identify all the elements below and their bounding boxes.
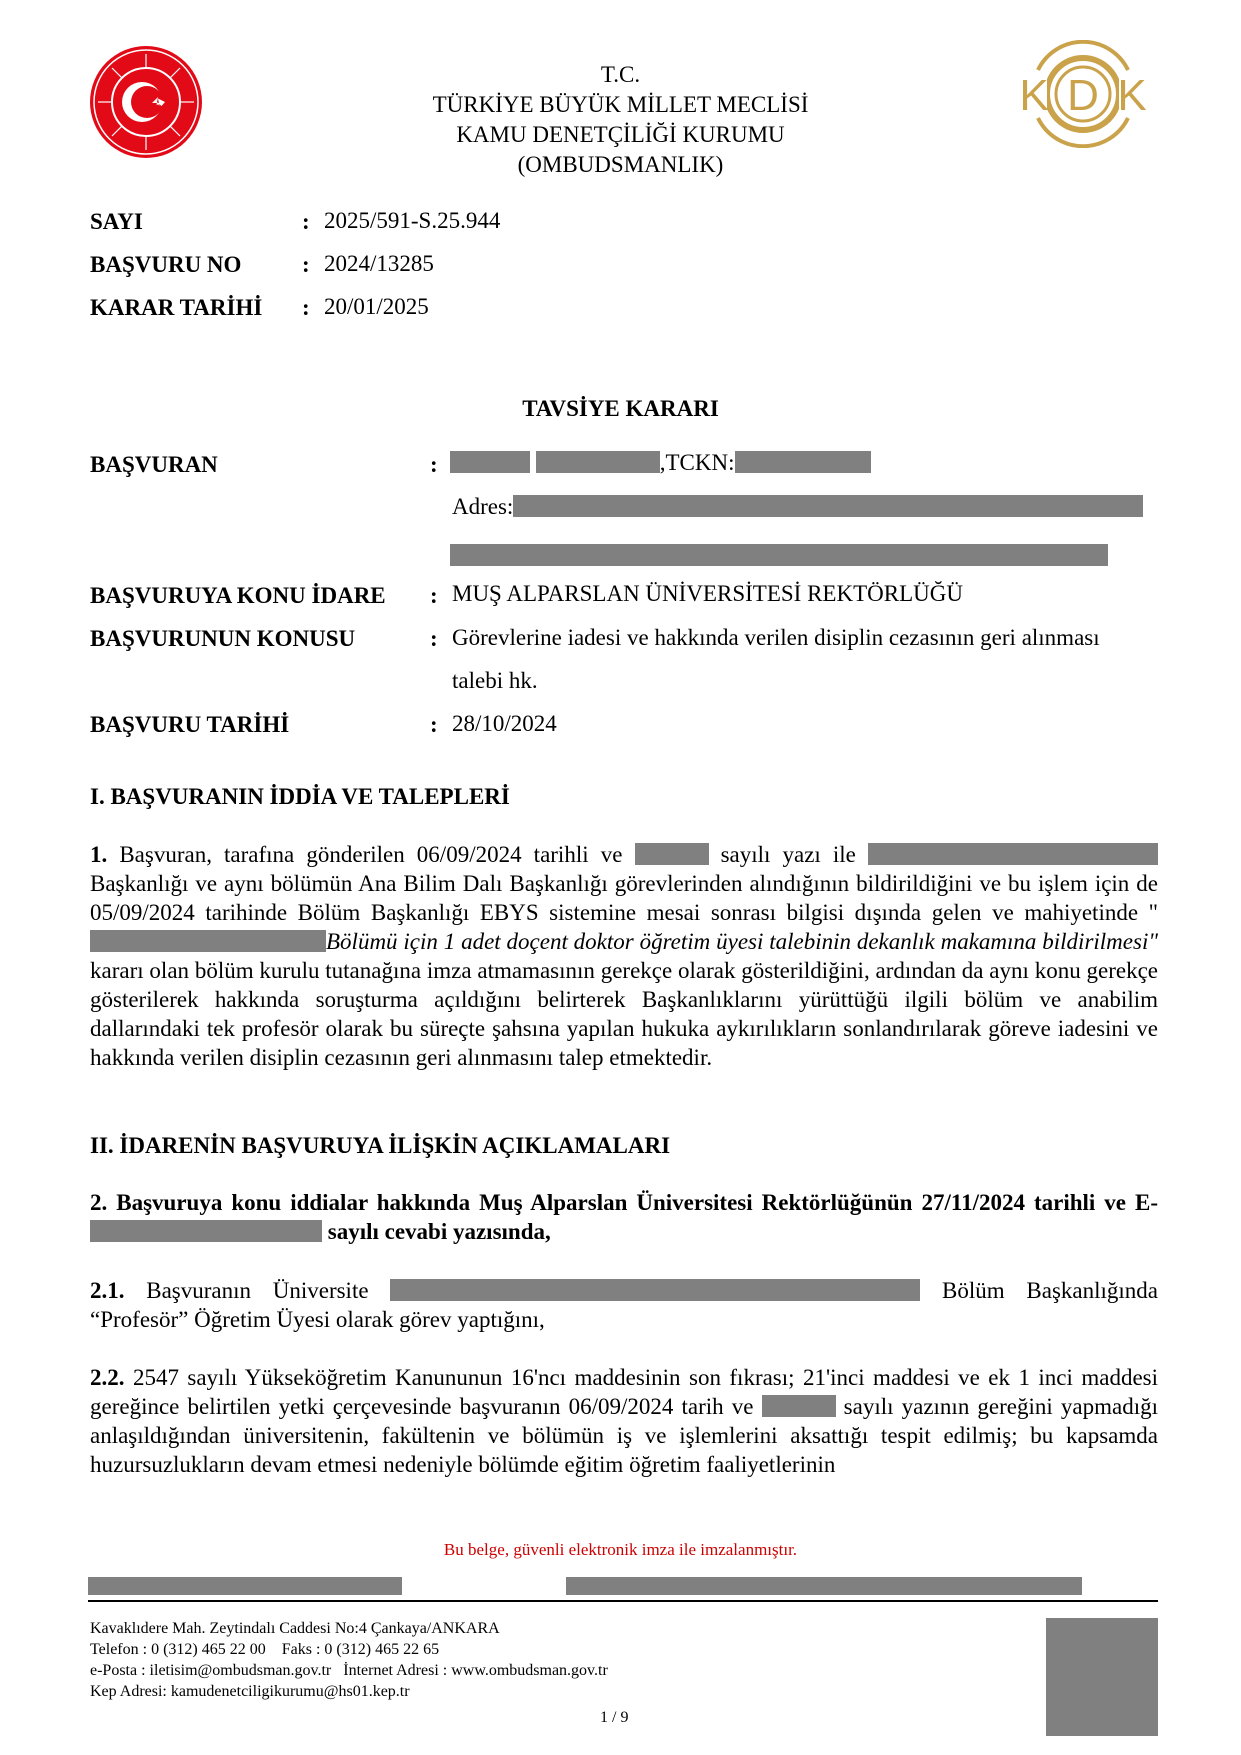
redacted-department [868,843,1158,865]
footer-divider [88,1600,1158,1602]
idare-colon: : [430,583,438,608]
kdk-logo-k-left: K [1019,71,1049,120]
redacted-doc-number-2 [762,1395,836,1417]
basvuru-tarihi-colon: : [430,712,438,737]
p22-number: 2.2. [90,1365,125,1390]
karar-tarihi-label: KARAR TARİHİ [90,295,263,320]
idare-label: BAŞVURUYA KONU İDARE [90,583,386,608]
basvuru-no-label: BAŞVURU NO [90,252,242,277]
p2-text-b: sayılı cevabi yazısında, [322,1219,551,1244]
p1-text-a: Başvuran, tarafına gönderilen 06/09/2024 tarihli ve [107,842,635,867]
basvuru-no-colon: : [302,252,310,277]
basvuru-no-value: 2024/13285 [324,251,434,276]
p1-text-b: sayılı yazı ile [708,842,868,867]
basvuran-colon: : [430,452,438,477]
redacted-faculty-department [390,1279,920,1301]
kdk-logo-k-right: K [1117,71,1147,120]
footer-email-web: e-Posta : iletisim@ombudsman.gov.tr İnternet Adresi : www.ombudsman.gov.tr [90,1662,608,1679]
p21-number: 2.1. [90,1278,125,1303]
p1-number: 1. [90,842,108,867]
basvuran-value [450,450,871,476]
konu-value-line2: talebi hk. [452,668,538,693]
sayi-label: SAYI [90,209,143,234]
basvuran-label: BAŞVURAN [90,452,218,477]
p22-text-a: 2547 sayılı Yükseköğretim Kanununun 16'ncı maddesinin son fıkrası; 21'inci maddesi ve ek 1 inci maddesi gereğince belirtilen yetki çerçevesinde başvuranın 06/09/2024 tarih ve [90,1365,1158,1419]
basvuru-tarihi-label: BAŞVURU TARİHİ [90,712,290,737]
section1-title: I. BAŞVURANIN İDDİA VE TALEPLERİ [90,784,510,809]
redacted-last-name [536,451,660,473]
paragraph-1 [90,840,1158,1072]
redacted-e-number [90,1220,322,1242]
redacted-tckn [735,451,871,473]
header-tc: T.C. [600,62,641,87]
p1-text-italic: Bölümü için 1 adet doçent doktor öğretim üyesi talebinin dekanlık makamına bildirilmesi" [326,929,1158,954]
kdk-logo-d: D [1067,71,1099,120]
konu-value-line1: Görevlerine iadesi ve hakkında verilen disiplin cezasının geri alınması [452,625,1100,650]
esign-note: Bu belge, güvenli elektronik imza ile imzalanmıştır. [443,1540,798,1559]
paragraph-2-1 [90,1276,1158,1334]
footer-phone: Telefon : 0 (312) 465 22 00 Faks : 0 (312) 465 22 65 [90,1641,440,1658]
p22-text-b: sayılı yazının gereğini yapmadığı anlaşıldığından üniversitenin, fakültenin ve bölümün iş ve işlemlerini aksattığı tespit edilmiş; bu kapsamda huzursuzlukların devam etmesi nedeniyle bölümde eğitim öğretim faaliyetlerinin [90,1394,1158,1477]
p21-text-b: Bölüm Başkanlığında “Profesör” Öğretim Üyesi olarak görev yaptığını, [90,1278,1158,1332]
adres-row [452,494,1143,520]
redacted-doc-number [635,843,709,865]
header-ombudsmanlik: (OMBUDSMANLIK) [517,152,724,177]
page-number: 1 / 9 [600,1709,629,1726]
idare-value: MUŞ ALPARSLAN ÜNİVERSİTESİ REKTÖRLÜĞÜ [452,581,963,606]
redacted-address-line2 [450,544,1108,566]
section2-title: II. İDARENİN BAŞVURUYA İLİŞKİN AÇIKLAMALARI [90,1133,671,1158]
paragraph-2 [90,1188,1158,1246]
redacted-address-line1 [513,495,1143,517]
tckn-label: ,TCKN: [659,450,735,475]
header-kdk: KAMU DENETÇİLİĞİ KURUMU [456,122,785,147]
redacted-signature-1 [88,1577,402,1595]
karar-tarihi-colon: : [302,295,310,320]
p2-text-a: 2. Başvuruya konu iddialar hakkında Muş Alparslan Üniversitesi Rektörlüğünün 27/11/2024 tarihli ve E- [90,1190,1158,1215]
p21-text-a: Başvuranın Üniversite [124,1278,391,1303]
sayi-colon: : [302,209,310,234]
sayi-value: 2025/591-S.25.944 [324,208,501,233]
karar-tarihi-value: 20/01/2025 [324,294,429,319]
konu-colon: : [430,626,438,651]
adres-label: Adres: [452,494,514,519]
konu-label: BAŞVURUNUN KONUSU [90,626,356,651]
p1-text-c: Başkanlığı ve aynı bölümün Ana Bilim Dalı Başkanlığı görevlerinden alındığının bildirildiğini ve bu işlem için de 05/09/2024 tarihinde Bölüm Başkanlığı EBYS sistemine mesai sonrası bilgisi dışında gelen ve mahiyetinde " [90,871,1158,925]
redacted-department-2 [90,930,326,952]
redacted-signature-2 [566,1577,1082,1595]
p1-text-e: kararı olan bölüm kurulu tutanağına imza atmamasının gerekçe olarak gösterildiğini, ardından da aynı konu gerekçe gösterilerek hakkında soruşturma açıldığını belirterek Başkanlıklarını yürüttüğü ilgili bölüm ve anabilim dallarındaki tek profesör olarak bu süreçte şahsına yapılan hukuka aykırılıkların sonlandırılarak göreve iadesini ve hakkında verilen disiplin cezasının geri alınmasını talep etmektedir. [90,958,1158,1070]
redacted-qr-code [1046,1618,1158,1736]
paragraph-2-2 [90,1363,1158,1479]
footer-address: Kavaklıdere Mah. Zeytindalı Caddesi No:4 Çankaya/ANKARA [90,1620,500,1637]
footer-kep: Kep Adresi: kamudenetciligikurumu@hs01.kep.tr [90,1683,410,1700]
redacted-first-name [450,451,530,473]
basvuru-tarihi-value: 28/10/2024 [452,711,557,736]
header-tbmm: TÜRKİYE BÜYÜK MİLLET MECLİSİ [432,92,809,117]
decision-title: TAVSİYE KARARI [522,396,719,421]
